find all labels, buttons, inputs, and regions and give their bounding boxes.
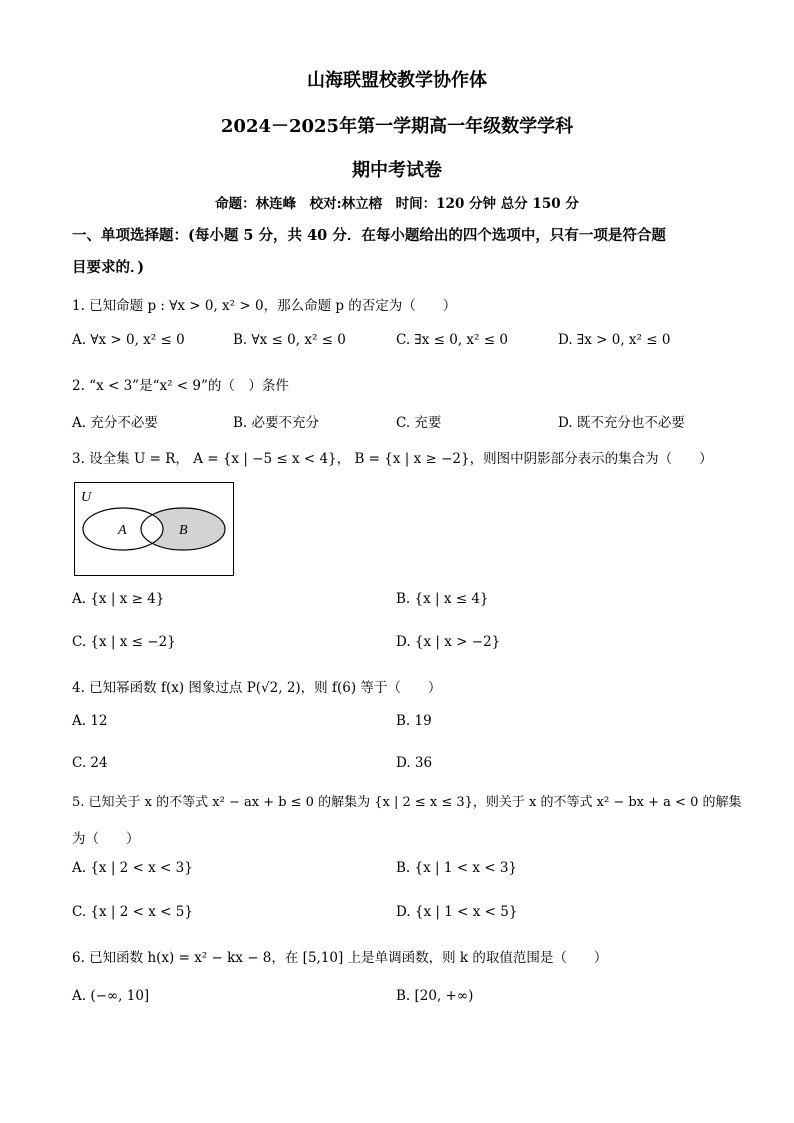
question-1-option-c: C. ∃x ≤ 0, x² ≤ 0 xyxy=(396,332,508,348)
section-heading-line2: 目要求的．) xyxy=(72,259,145,276)
question-3-option-b: B. {x | x ≤ 4} xyxy=(396,591,489,607)
question-5-stem-line1: 5. 已知关于 x 的不等式 x² − ax + b ≤ 0 的解集为 {x | 2 ≤ x ≤ 3}，则关于 x 的不等式 x² − bx + a < 0 的解集 xyxy=(72,795,742,810)
question-4-option-a: A. 12 xyxy=(72,713,108,729)
question-3-option-c: C. {x | x ≤ −2} xyxy=(72,634,176,650)
question-4-option-c: C. 24 xyxy=(72,755,108,771)
question-3-option-a: A. {x | x ≥ 4} xyxy=(72,591,165,607)
question-5-option-c: C. {x | 2 < x < 5} xyxy=(72,904,193,920)
question-2-option-b: B. 必要不充分 xyxy=(233,415,320,431)
venn-label-a: A xyxy=(118,523,127,538)
question-5-option-b: B. {x | 1 < x < 3} xyxy=(396,860,518,876)
exam-title-2: 2024－2025年第一学期高一年级数学学科 xyxy=(220,116,574,137)
question-1-option-a: A. ∀x > 0, x² ≤ 0 xyxy=(72,332,185,348)
question-2-option-d: D. 既不充分也不必要 xyxy=(558,415,685,431)
question-2-option-c: C. 充要 xyxy=(396,415,442,431)
question-5-option-a: A. {x | 2 < x < 3} xyxy=(72,860,193,876)
exam-meta: 命题：林连峰 校对:林立榕 时间：120 分钟 总分 150 分 xyxy=(215,196,579,212)
exam-title-1: 山海联盟校教学协作体 xyxy=(307,70,487,91)
question-2-stem: 2. “x < 3”是“x² < 9”的（ ）条件 xyxy=(72,378,289,394)
question-1-option-b: B. ∀x ≤ 0, x² ≤ 0 xyxy=(233,332,346,348)
question-5-stem-line2: 为（ ） xyxy=(72,831,140,847)
question-6-stem: 6. 已知函数 h(x) = x² − kx − 8，在 [5,10] 上是单调函数，则 k 的取值范围是（ ） xyxy=(72,950,608,966)
question-3-stem: 3. 设全集 U = R， A = {x | −5 ≤ x < 4}， B = {x | x ≥ −2}，则图中阴影部分表示的集合为（ ） xyxy=(72,451,713,467)
venn-label-b: B xyxy=(179,523,188,538)
question-5-option-d: D. {x | 1 < x < 5} xyxy=(396,904,518,920)
venn-svg xyxy=(75,483,232,574)
question-4-option-b: B. 19 xyxy=(396,713,432,729)
venn-label-u: U xyxy=(81,490,92,505)
section-heading-line1: 一、单项选择题：(每小题 5 分，共 40 分．在每小题给出的四个选项中，只有一项是符合题 xyxy=(72,227,666,244)
question-2-option-a: A. 充分不必要 xyxy=(72,415,158,431)
exam-title-3: 期中考试卷 xyxy=(352,160,442,181)
question-1-stem: 1. 已知命题 p : ∀x > 0, x² > 0，那么命题 p 的否定为（ ） xyxy=(72,298,457,314)
question-3-option-d: D. {x | x > −2} xyxy=(396,634,501,650)
question-6-option-b: B. [20, +∞) xyxy=(396,988,474,1004)
question-1-option-d: D. ∃x > 0, x² ≤ 0 xyxy=(558,332,671,348)
venn-diagram xyxy=(74,482,234,576)
question-6-option-a: A. (−∞, 10] xyxy=(72,988,150,1004)
question-4-option-d: D. 36 xyxy=(396,755,433,771)
question-4-stem: 4. 已知幂函数 f(x) 图象过点 P(√2, 2)，则 f(6) 等于（ ） xyxy=(72,680,442,696)
